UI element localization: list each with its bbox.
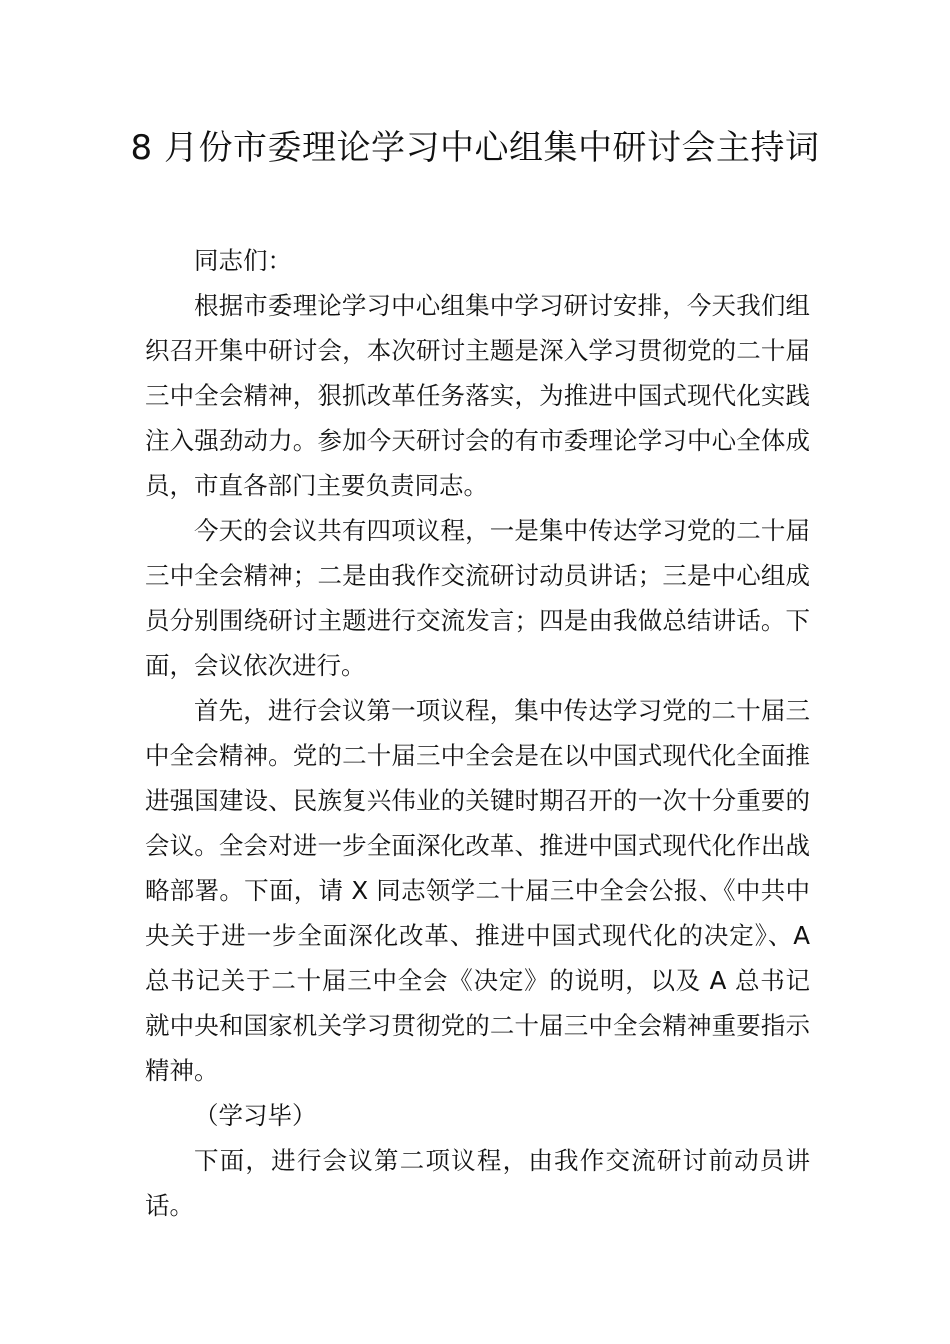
paragraph: （学习毕）: [194, 1101, 317, 1130]
greeting: 同志们：: [194, 246, 292, 275]
paragraph: 今天的会议共有四项议程，一是集中传达学习党的二十届三中全会精神；二是由我作交流研讨动员讲话；三是中心组成员分别围绕研讨主题进行交流发言；四是由我做总结讲话。下面，会议依次进行。: [145, 516, 810, 680]
paragraph: 下面，进行会议第二项议程，由我作交流研讨前动员讲话。: [145, 1146, 810, 1220]
document-body: [145, 238, 810, 1228]
paragraph: 首先，进行会议第一项议程，集中传达学习党的二十届三中全会精神。党的二十届三中全会是在以中国式现代化全面推进强国建设、民族复兴伟业的关键时期召开的一次十分重要的会议。全会对进一步全面深化改革、推进中国式现代化作出战略部署。下面，请 X 同志领学二十届三中全会公报、《中共中央关于进一步全面深化改革、推进中国式现代化的决定》、A 总书记关于二十届三中全会《决定》的说明，以及 A 总书记就中央和国家机关学习贯彻党的二十届三中全会精神重要指示精神。: [145, 696, 810, 1085]
paragraph: 根据市委理论学习中心组集中学习研讨安排，今天我们组织召开集中研讨会，本次研讨主题是深入学习贯彻党的二十届三中全会精神，狠抓改革任务落实，为推进中国式现代化实践注入强劲动力。参加今天研讨会的有市委理论学习中心全体成员，市直各部门主要负责同志。: [145, 291, 810, 500]
document-title: 8 月份市委理论学习中心组集中研讨会主持词: [130, 128, 820, 168]
